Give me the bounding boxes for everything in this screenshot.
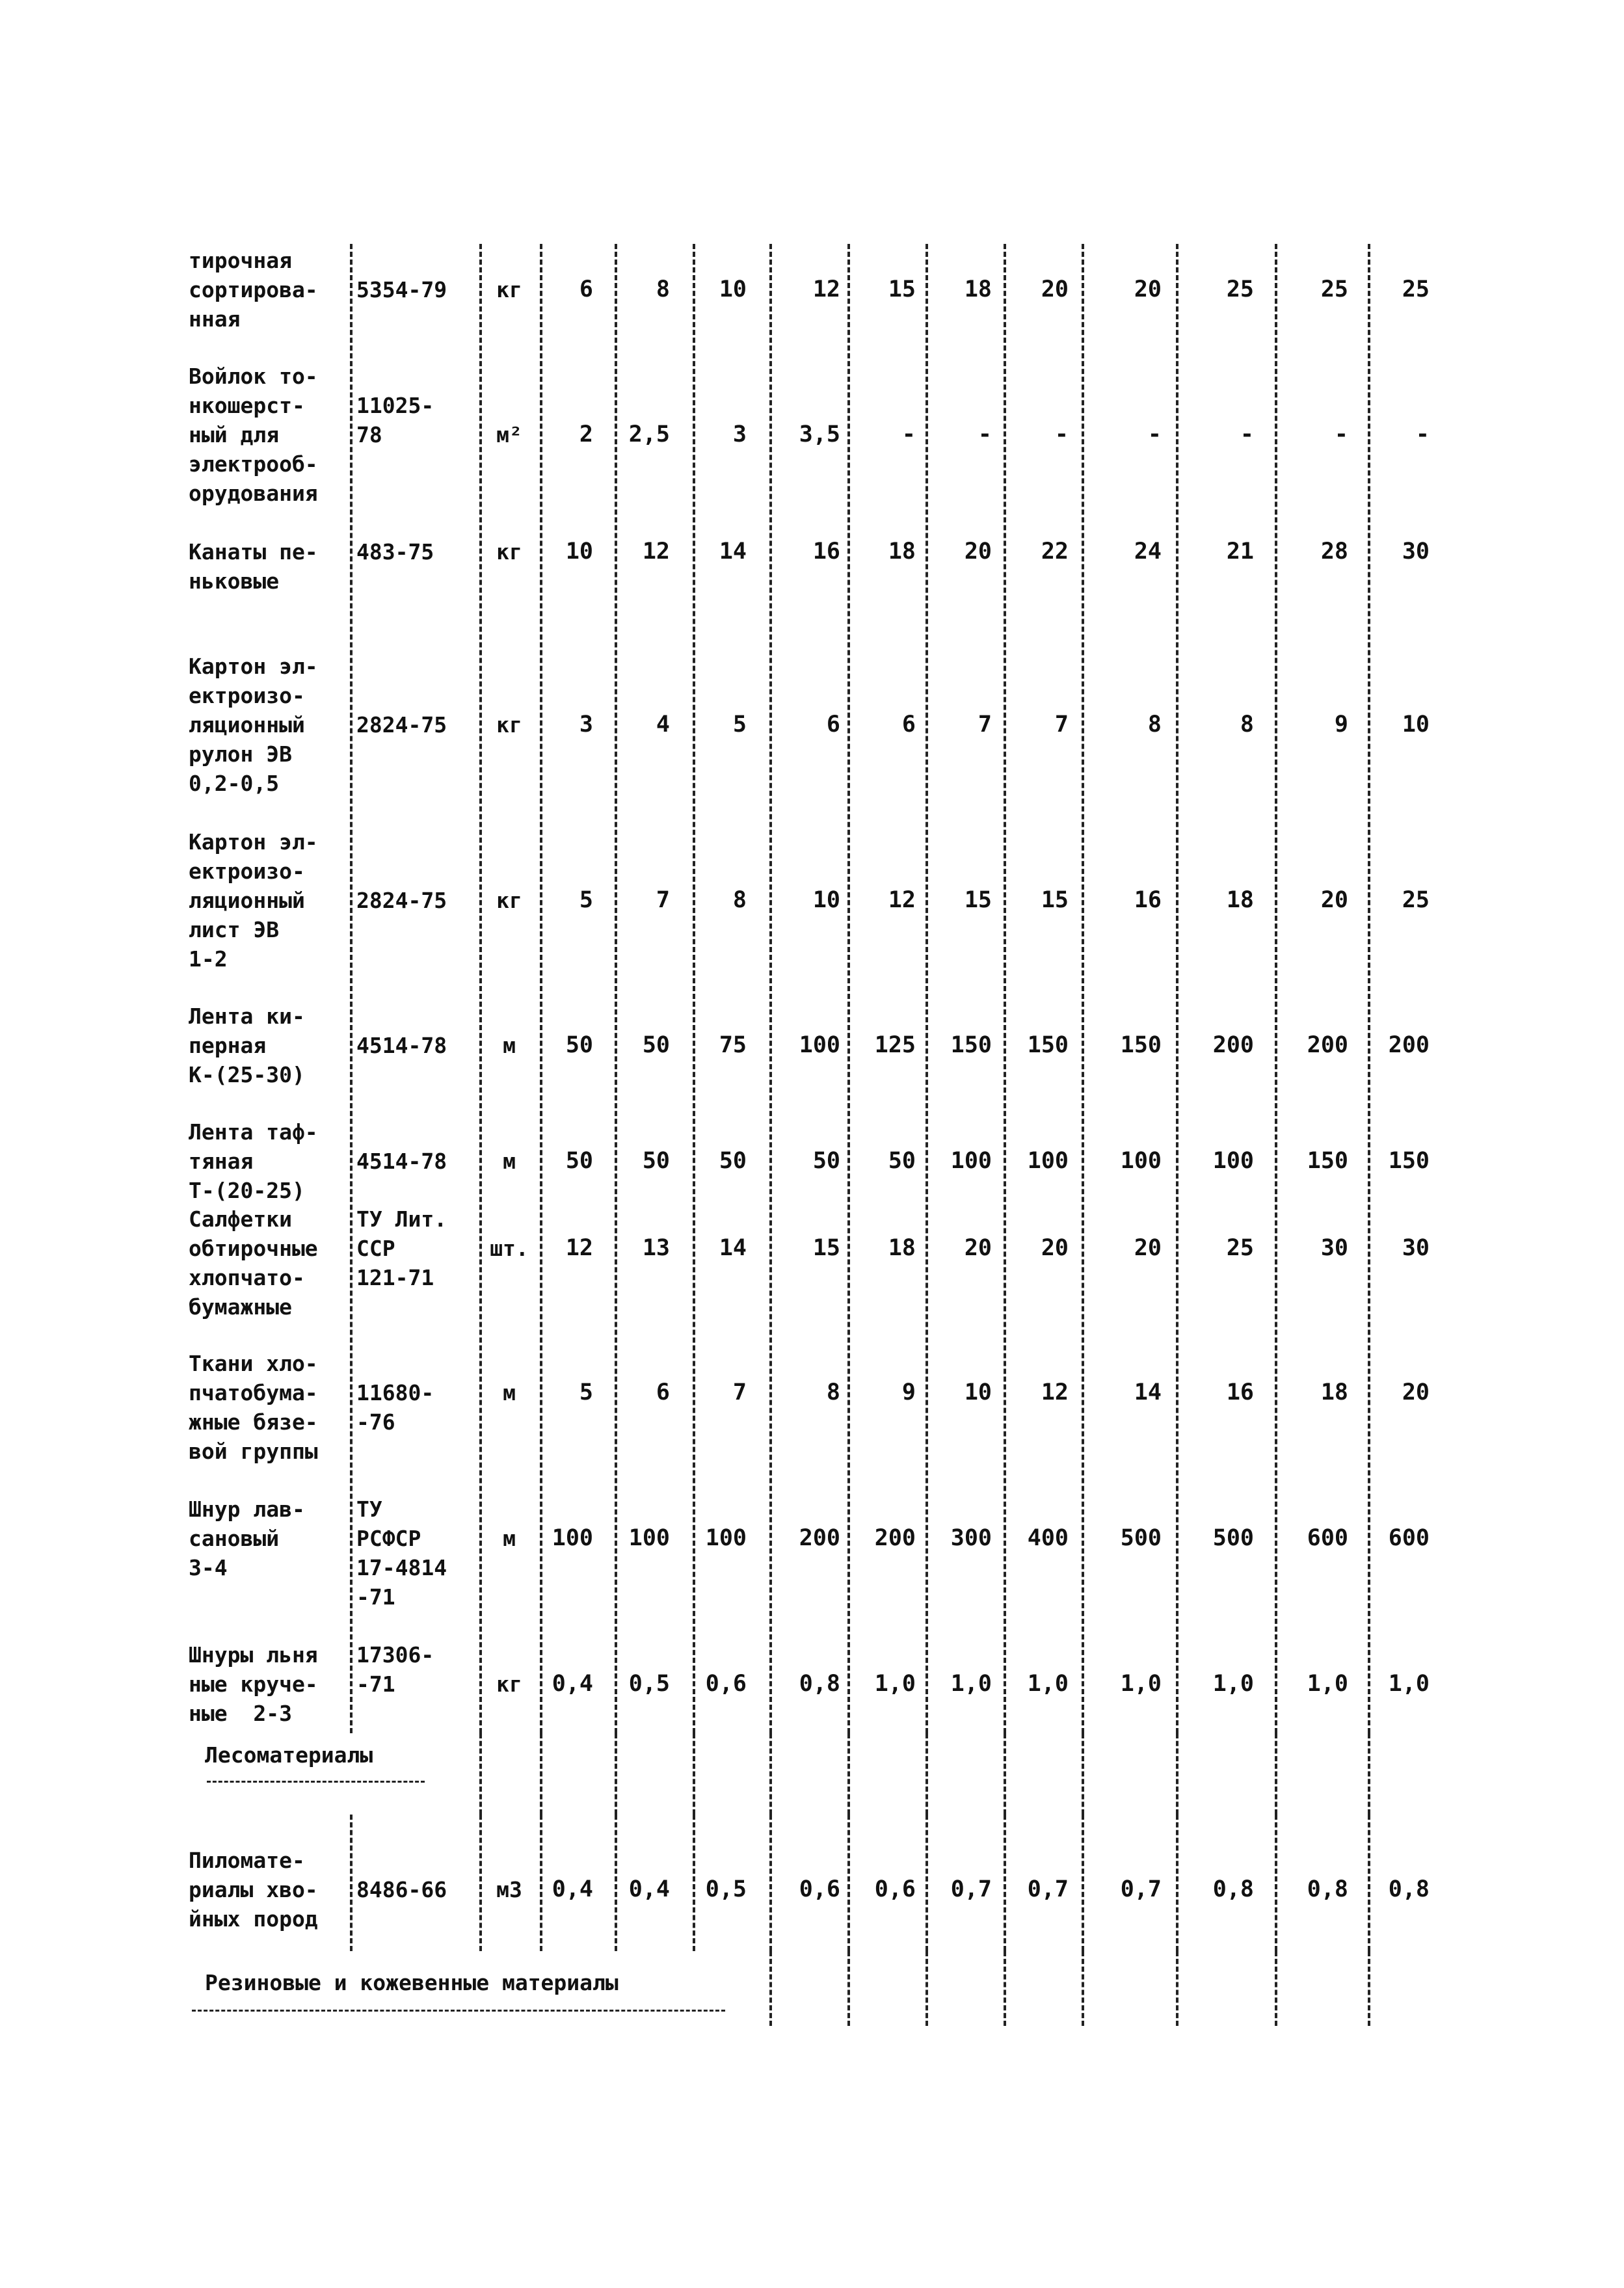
quantity-cell: 75 — [719, 1032, 747, 1058]
standard-number: 5354-79 — [356, 277, 447, 302]
column-divider — [1004, 1733, 1006, 1815]
quantity-cell: 300 — [950, 1525, 992, 1551]
standard-number: 11025- 78 — [356, 393, 434, 447]
quantity-cell: 200 — [1307, 1032, 1348, 1058]
quantity-cell: 50 — [565, 1032, 593, 1058]
quantity-cell: 14 — [719, 1235, 747, 1261]
quantity-cell: 18 — [888, 1235, 916, 1261]
quantity-cell: 1,0 — [950, 1671, 992, 1697]
quantity-cell: 15 — [1041, 887, 1069, 913]
quantity-cell: 14 — [1134, 1379, 1162, 1405]
quantity-cell: 25 — [1402, 887, 1430, 913]
quantity-cell: 0,6 — [705, 1671, 747, 1697]
quantity-cell: 9 — [901, 1379, 916, 1405]
material-name: Картон эл- ектроизо- ляционный рулон ЭВ 0,2-0,5 — [189, 654, 318, 796]
quantity-cell: 0,7 — [1027, 1876, 1069, 1902]
unit-of-measure: шт. — [490, 1236, 529, 1261]
material-name: Канаты пе- ньковые — [189, 539, 318, 594]
quantity-cell: 50 — [642, 1032, 670, 1058]
column-divider — [1368, 1815, 1370, 1951]
column-divider — [1368, 1733, 1370, 1815]
quantity-cell: 30 — [1402, 1235, 1430, 1261]
quantity-cell: 2,5 — [628, 421, 670, 447]
standard-number: 2824-75 — [356, 712, 447, 738]
quantity-cell: 18 — [888, 539, 916, 565]
quantity-cell: 8 — [656, 276, 670, 302]
quantity-cell: 10 — [719, 276, 747, 302]
column-divider — [925, 1815, 928, 1951]
quantity-cell: 50 — [888, 1148, 916, 1174]
quantity-cell: 100 — [950, 1148, 992, 1174]
quantity-cell: 1,0 — [1120, 1671, 1162, 1697]
column-divider — [615, 244, 617, 1733]
column-divider — [540, 1815, 542, 1951]
column-divider — [1176, 244, 1178, 1733]
quantity-cell: 50 — [719, 1148, 747, 1174]
standard-number: 11680- -76 — [356, 1380, 434, 1435]
quantity-cell: 0,4 — [552, 1876, 593, 1902]
quantity-cell: 12 — [812, 276, 840, 302]
column-divider — [1275, 1733, 1277, 1815]
quantity-cell: 18 — [964, 276, 992, 302]
quantity-cell: 7 — [732, 1379, 747, 1405]
quantity-cell: 0,7 — [950, 1876, 992, 1902]
quantity-cell: 10 — [1402, 712, 1430, 738]
standard-number: 2824-75 — [356, 888, 447, 913]
unit-of-measure: м — [503, 1380, 516, 1405]
quantity-cell: 2 — [579, 421, 593, 447]
column-divider — [540, 1733, 542, 1815]
quantity-cell: 8 — [732, 887, 747, 913]
quantity-cell: 7 — [656, 887, 670, 913]
quantity-cell: 24 — [1134, 539, 1162, 565]
quantity-cell: 12 — [642, 539, 670, 565]
column-divider — [769, 1951, 772, 2026]
material-name: Лента ки- перная К-(25-30) — [189, 1004, 305, 1087]
quantity-cell: 12 — [565, 1235, 593, 1261]
quantity-cell: 50 — [642, 1148, 670, 1174]
quantity-cell: 5 — [732, 712, 747, 738]
table-row — [0, 1495, 1624, 1612]
column-divider — [925, 1733, 928, 1815]
quantity-cell: 25 — [1320, 276, 1348, 302]
quantity-cell: 10 — [565, 539, 593, 565]
quantity-cell: - — [1240, 421, 1254, 447]
standard-number: 4514-78 — [356, 1033, 447, 1058]
standard-number: ТУ Лит. ССР 121-71 — [356, 1206, 447, 1290]
quantity-cell: 0,4 — [628, 1876, 670, 1902]
quantity-cell: 13 — [642, 1235, 670, 1261]
column-divider — [1082, 1951, 1084, 2026]
quantity-cell: 200 — [1388, 1032, 1430, 1058]
material-name: Шнур лав- сановый 3-4 — [189, 1497, 305, 1580]
table-row — [0, 652, 1624, 798]
quantity-cell: 1,0 — [1388, 1671, 1430, 1697]
column-divider — [479, 1815, 482, 1951]
quantity-cell: 20 — [1041, 1235, 1069, 1261]
column-divider — [479, 1733, 482, 1815]
column-divider — [1176, 1815, 1178, 1951]
column-divider — [1004, 1815, 1006, 1951]
unit-of-measure: кг — [496, 277, 522, 302]
quantity-cell: 21 — [1226, 539, 1254, 565]
quantity-cell: - — [1415, 421, 1430, 447]
quantity-cell: 1,0 — [1307, 1671, 1348, 1697]
quantity-cell: 200 — [874, 1525, 916, 1551]
quantity-cell: 150 — [1120, 1032, 1162, 1058]
quantity-cell: 100 — [799, 1032, 840, 1058]
quantity-cell: 10 — [812, 887, 840, 913]
column-divider — [693, 244, 695, 1733]
unit-of-measure: м — [503, 1526, 516, 1551]
quantity-cell: 7 — [978, 712, 992, 738]
column-divider — [1275, 1951, 1277, 2026]
quantity-cell: 3 — [732, 421, 747, 447]
quantity-cell: 25 — [1226, 276, 1254, 302]
quantity-cell: 150 — [1307, 1148, 1348, 1174]
quantity-cell: 8 — [1240, 712, 1254, 738]
quantity-cell: 0,6 — [799, 1876, 840, 1902]
material-name: Войлок то- нкошерст- ный для электрооб- орудования — [189, 364, 318, 506]
standard-number: 4514-78 — [356, 1149, 447, 1174]
quantity-cell: 100 — [1027, 1148, 1069, 1174]
column-divider — [1082, 1815, 1084, 1951]
section-heading-lumber: Лесоматериалы — [205, 1742, 373, 1768]
quantity-cell: 3,5 — [799, 421, 840, 447]
quantity-cell: 0,8 — [1388, 1876, 1430, 1902]
quantity-cell: 20 — [964, 1235, 992, 1261]
column-divider — [769, 244, 772, 1733]
quantity-cell: 18 — [1320, 1379, 1348, 1405]
quantity-cell: 600 — [1388, 1525, 1430, 1551]
quantity-cell: 30 — [1402, 539, 1430, 565]
column-divider — [693, 1815, 695, 1951]
quantity-cell: 15 — [964, 887, 992, 913]
column-divider — [1275, 244, 1277, 1733]
material-name: Картон эл- ектроизо- ляционный лист ЭВ 1-2 — [189, 829, 318, 972]
quantity-cell: 3 — [579, 712, 593, 738]
quantity-cell: 1,0 — [874, 1671, 916, 1697]
quantity-cell: 0,8 — [799, 1671, 840, 1697]
column-divider — [615, 1815, 617, 1951]
unit-of-measure: м3 — [496, 1877, 522, 1902]
column-divider — [1082, 1733, 1084, 1815]
column-divider — [479, 244, 482, 1733]
quantity-cell: 22 — [1041, 539, 1069, 565]
unit-of-measure: кг — [496, 539, 522, 565]
table-row — [0, 1846, 1624, 1934]
table-row — [0, 537, 1624, 596]
column-divider — [847, 244, 850, 1733]
quantity-cell: 0,8 — [1212, 1876, 1254, 1902]
table-row — [0, 246, 1624, 334]
section-underline — [192, 2010, 725, 2012]
quantity-cell: 150 — [950, 1032, 992, 1058]
quantity-cell: 9 — [1334, 712, 1348, 738]
quantity-cell: 25 — [1402, 276, 1430, 302]
section-underline — [207, 1781, 425, 1783]
quantity-cell: 125 — [874, 1032, 916, 1058]
quantity-cell: 0,8 — [1307, 1876, 1348, 1902]
column-divider — [1004, 244, 1006, 1733]
quantity-cell: 1,0 — [1212, 1671, 1254, 1697]
column-divider — [1004, 1951, 1006, 2026]
material-name: Ткани хло- пчатобума- жные бязе- вой группы — [189, 1351, 318, 1464]
quantity-cell: 0,7 — [1120, 1876, 1162, 1902]
quantity-cell: 16 — [1134, 887, 1162, 913]
quantity-cell: 6 — [579, 276, 593, 302]
quantity-cell: - — [1334, 421, 1348, 447]
unit-of-measure: м — [503, 1033, 516, 1058]
quantity-cell: 400 — [1027, 1525, 1069, 1551]
quantity-cell: 6 — [826, 712, 840, 738]
column-divider — [615, 1733, 617, 1815]
quantity-cell: 150 — [1388, 1148, 1430, 1174]
column-divider — [847, 1951, 850, 2026]
unit-of-measure: м² — [496, 422, 522, 447]
quantity-cell: 1,0 — [1027, 1671, 1069, 1697]
quantity-cell: 500 — [1212, 1525, 1254, 1551]
quantity-cell: 0,5 — [705, 1876, 747, 1902]
column-divider — [350, 1815, 353, 1951]
material-name: Пиломате- риалы хво- йных пород — [189, 1848, 318, 1932]
quantity-cell: 500 — [1120, 1525, 1162, 1551]
quantity-cell: 15 — [812, 1235, 840, 1261]
quantity-cell: - — [1147, 421, 1162, 447]
material-name: Салфетки обтирочные хлопчато- бумажные — [189, 1206, 318, 1320]
table-row — [0, 362, 1624, 508]
quantity-cell: 20 — [964, 539, 992, 565]
standard-number: 483-75 — [356, 539, 434, 565]
column-divider — [925, 244, 928, 1733]
unit-of-measure: кг — [496, 888, 522, 913]
quantity-cell: - — [901, 421, 916, 447]
unit-of-measure: м — [503, 1149, 516, 1174]
quantity-cell: 20 — [1134, 276, 1162, 302]
quantity-cell: 50 — [565, 1148, 593, 1174]
quantity-cell: 8 — [1147, 712, 1162, 738]
quantity-cell: 600 — [1307, 1525, 1348, 1551]
table-row — [0, 1002, 1624, 1089]
standard-number: 8486-66 — [356, 1877, 447, 1902]
quantity-cell: 18 — [1226, 887, 1254, 913]
material-name: Лента таф- тяная Т-(20-25) — [189, 1119, 318, 1203]
column-divider — [847, 1733, 850, 1815]
table-row — [0, 1349, 1624, 1466]
quantity-cell: 30 — [1320, 1235, 1348, 1261]
quantity-cell: 14 — [719, 539, 747, 565]
quantity-cell: 50 — [812, 1148, 840, 1174]
column-divider — [1176, 1733, 1178, 1815]
quantity-cell: 150 — [1027, 1032, 1069, 1058]
quantity-cell: - — [978, 421, 992, 447]
column-divider — [1368, 244, 1370, 1733]
unit-of-measure: кг — [496, 712, 522, 738]
quantity-cell: 20 — [1041, 276, 1069, 302]
quantity-cell: 7 — [1054, 712, 1069, 738]
column-divider — [1368, 1951, 1370, 2026]
quantity-cell: 200 — [1212, 1032, 1254, 1058]
quantity-cell: 6 — [656, 1379, 670, 1405]
quantity-cell: 16 — [812, 539, 840, 565]
quantity-cell: 100 — [1212, 1148, 1254, 1174]
quantity-cell: 100 — [552, 1525, 593, 1551]
column-divider — [693, 1733, 695, 1815]
quantity-cell: 0,5 — [628, 1671, 670, 1697]
quantity-cell: 100 — [705, 1525, 747, 1551]
quantity-cell: 0,6 — [874, 1876, 916, 1902]
quantity-cell: 25 — [1226, 1235, 1254, 1261]
column-divider — [847, 1815, 850, 1951]
table-row — [0, 1640, 1624, 1728]
column-divider — [350, 244, 353, 1733]
quantity-cell: 0,4 — [552, 1671, 593, 1697]
quantity-cell: 100 — [1120, 1148, 1162, 1174]
column-divider — [925, 1951, 928, 2026]
quantity-cell: 12 — [1041, 1379, 1069, 1405]
unit-of-measure: кг — [496, 1671, 522, 1697]
table-row — [0, 1204, 1624, 1322]
column-divider — [769, 1733, 772, 1815]
material-name: Шнуры льня ные круче- ные 2-3 — [189, 1642, 318, 1726]
material-name: тирочная сортирова- нная — [189, 248, 318, 332]
quantity-cell: 20 — [1402, 1379, 1430, 1405]
quantity-cell: 10 — [964, 1379, 992, 1405]
quantity-cell: - — [1054, 421, 1069, 447]
table-row — [0, 827, 1624, 974]
column-divider — [1275, 1815, 1277, 1951]
quantity-cell: 20 — [1134, 1235, 1162, 1261]
quantity-cell: 12 — [888, 887, 916, 913]
quantity-cell: 16 — [1226, 1379, 1254, 1405]
standard-number: ТУ РСФСР 17-4814 -71 — [356, 1497, 447, 1610]
quantity-cell: 6 — [901, 712, 916, 738]
quantity-cell: 100 — [628, 1525, 670, 1551]
quantity-cell: 200 — [799, 1525, 840, 1551]
quantity-cell: 5 — [579, 887, 593, 913]
standard-number: 17306- -71 — [356, 1642, 434, 1697]
column-divider — [769, 1815, 772, 1951]
quantity-cell: 4 — [656, 712, 670, 738]
quantity-cell: 8 — [826, 1379, 840, 1405]
column-divider — [1176, 1951, 1178, 2026]
quantity-cell: 28 — [1320, 539, 1348, 565]
section-heading-rubber: Резиновые и кожевенные материалы — [205, 1970, 619, 1995]
column-divider — [540, 244, 542, 1733]
column-divider — [1082, 244, 1084, 1733]
quantity-cell: 5 — [579, 1379, 593, 1405]
quantity-cell: 20 — [1320, 887, 1348, 913]
table-row — [0, 1117, 1624, 1205]
quantity-cell: 15 — [888, 276, 916, 302]
